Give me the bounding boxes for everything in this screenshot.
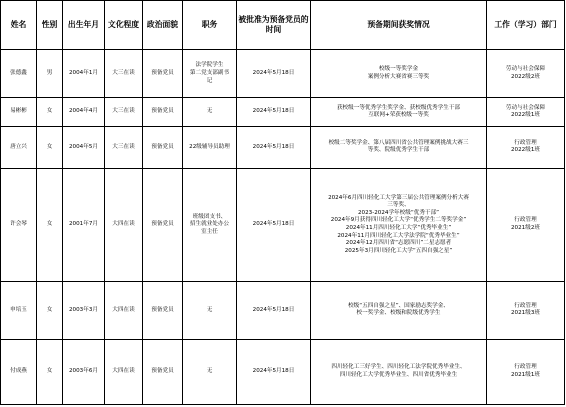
cell-department-line: 2021级3班 — [511, 310, 540, 317]
cell-gender: 女 — [37, 282, 63, 340]
cell-awards-line: 2023-2024学年校级“优秀干部” — [357, 209, 440, 216]
cell-position — [183, 282, 237, 340]
cell-awards — [311, 168, 487, 281]
cell-position-line: 记 — [206, 77, 213, 84]
cell-gender: 男 — [37, 50, 63, 98]
cell-birth: 2004年1月 — [63, 50, 105, 98]
cell-position-line: 无 — [206, 306, 213, 313]
cell-position — [183, 98, 237, 127]
cell-awards-line: 2024年6月四川轻化工大学第三届公共管理案例分析大赛 — [328, 194, 469, 201]
header-approved: 被批准为预备党员的时间 — [237, 1, 311, 50]
cell-political: 预备党员 — [143, 127, 183, 169]
cell-position — [183, 50, 237, 98]
header-birth: 出生年月 — [63, 1, 105, 50]
cell-position-line: 班级团支书、 — [192, 213, 227, 220]
cell-awards — [311, 127, 487, 169]
cell-education: 大四在读 — [105, 282, 143, 340]
cell-education: 大三在读 — [105, 127, 143, 169]
cell-name: 张德鑫 — [1, 50, 37, 98]
cell-political: 预备党员 — [143, 98, 183, 127]
cell-awards-line: 2025年3月四川轻化工大学“五四自强之星” — [344, 247, 453, 254]
cell-position-line: 22级辅导员助理 — [189, 143, 230, 150]
cell-birth: 2004年4月 — [63, 98, 105, 127]
cell-name: 许会琴 — [1, 168, 37, 281]
cell-position — [183, 168, 237, 281]
cell-approved: 2024年5月18日 — [237, 127, 311, 169]
cell-department — [487, 50, 565, 98]
table-row — [1, 98, 565, 127]
cell-political: 预备党员 — [143, 168, 183, 281]
cell-awards-line: 2024年12月四川省“志愿四川”二星志愿者 — [345, 240, 452, 247]
cell-awards-line: 2024年9月获得四川轻化工大学“优秀学生二等奖学金” — [330, 217, 467, 224]
cell-approved: 2024年5月18日 — [237, 282, 311, 340]
cell-awards-line: 校级一等奖学金 — [378, 66, 419, 73]
cell-position — [183, 339, 237, 404]
header-education: 文化程度 — [105, 1, 143, 50]
table-row — [1, 50, 565, 98]
cell-position-line: 法学院学生 — [195, 62, 224, 69]
cell-approved: 2024年5月18日 — [237, 98, 311, 127]
cell-awards-line: 获校级一等优秀学生奖学金、获校级优秀学生干部 — [336, 104, 461, 111]
header-gender: 性别 — [37, 1, 63, 50]
header-awards: 预备期间获奖情况 — [311, 1, 487, 50]
header-position: 职务 — [183, 1, 237, 50]
cell-name: 唐立兴 — [1, 127, 37, 169]
cell-awards-line: 校一奖学金、校级和院级优秀学生 — [356, 310, 441, 317]
header-department: 工作（学习）部门 — [487, 1, 565, 50]
cell-department-line: 2022级1班 — [511, 112, 540, 119]
cell-political: 预备党员 — [143, 282, 183, 340]
cell-birth: 2001年7月 — [63, 168, 105, 281]
cell-position-line: 室主任 — [201, 228, 218, 235]
cell-education: 大四在读 — [105, 168, 143, 281]
cell-awards-line: 四川轻化工三好学生、四川轻化工法学院优秀毕业生、 — [331, 364, 466, 371]
cell-gender: 女 — [37, 168, 63, 281]
cell-department — [487, 98, 565, 127]
cell-department-line: 2022级2班 — [511, 73, 540, 80]
header-row — [1, 1, 565, 50]
cell-awards-line: 等奖、院级优秀学生干部 — [367, 147, 430, 154]
cell-approved: 2024年5月18日 — [237, 339, 311, 404]
cell-department — [487, 339, 565, 404]
cell-position-line: 无 — [206, 368, 213, 375]
cell-department-line: 行政管理 — [514, 302, 537, 309]
cell-approved: 2024年5月18日 — [237, 168, 311, 281]
cell-name: 付成燕 — [1, 339, 37, 404]
cell-education: 大四在读 — [105, 339, 143, 404]
cell-department-line: 劳动与社会保障 — [505, 104, 546, 111]
table-row — [1, 339, 565, 404]
cell-awards-line: 四川轻化工大学优秀毕业生、四川省优秀毕业生 — [339, 371, 458, 378]
cell-gender: 女 — [37, 127, 63, 169]
cell-department — [487, 282, 565, 340]
cell-department-line: 劳动与社会保障 — [505, 66, 546, 73]
header-name: 姓名 — [1, 1, 37, 50]
cell-birth: 2003年3月 — [63, 282, 105, 340]
table-row — [1, 168, 565, 281]
table-row — [1, 127, 565, 169]
cell-department-line: 2022级1班 — [511, 147, 540, 154]
cell-awards-line: 2024年11月四川轻化工大学法学院“优秀毕业生” — [337, 232, 460, 239]
cell-political: 预备党员 — [143, 339, 183, 404]
cell-position — [183, 127, 237, 169]
cell-awards-line: 校级二等奖学金、第八届四川省公共管理案例挑战大赛三 — [328, 139, 469, 146]
cell-department — [487, 127, 565, 169]
cell-gender: 女 — [37, 339, 63, 404]
cell-birth: 2003年6月 — [63, 339, 105, 404]
cell-awards — [311, 98, 487, 127]
cell-approved: 2024年5月18日 — [237, 50, 311, 98]
cell-department — [487, 168, 565, 281]
cell-education: 大三在读 — [105, 50, 143, 98]
cell-department-line: 2021级1班 — [511, 371, 540, 378]
cell-awards-line: 2024年11月四川轻化工大学“优秀毕业生” — [345, 224, 452, 231]
cell-department-line: 行政管理 — [514, 139, 537, 146]
cell-education: 大三在读 — [105, 98, 143, 127]
header-political: 政治面貌 — [143, 1, 183, 50]
cell-department-line: 2021级2班 — [511, 224, 540, 231]
cell-department-line: 行政管理 — [514, 364, 537, 371]
table-row — [1, 282, 565, 340]
cell-awards-line: 三等奖、 — [387, 202, 410, 209]
cell-position-line: 无 — [206, 108, 213, 115]
cell-gender: 女 — [37, 98, 63, 127]
cell-awards-line: 校级“五四自强之星”、国家励志奖学金、 — [348, 302, 449, 309]
cell-political: 预备党员 — [143, 50, 183, 98]
cell-department-line: 行政管理 — [514, 217, 537, 224]
cell-position-line: 第二党支部副书 — [189, 69, 230, 76]
cell-name: 申培玉 — [1, 282, 37, 340]
cell-awards-line: 案例分析大赛省赛三等奖 — [367, 73, 430, 80]
cell-awards — [311, 339, 487, 404]
cell-awards — [311, 50, 487, 98]
cell-awards — [311, 282, 487, 340]
cell-name: 易彬彬 — [1, 98, 37, 127]
cell-position-line: 招生就业处办公 — [189, 221, 230, 228]
cell-awards-line: 互联网+荣获校级一等奖 — [368, 112, 429, 119]
cell-birth: 2004年5月 — [63, 127, 105, 169]
